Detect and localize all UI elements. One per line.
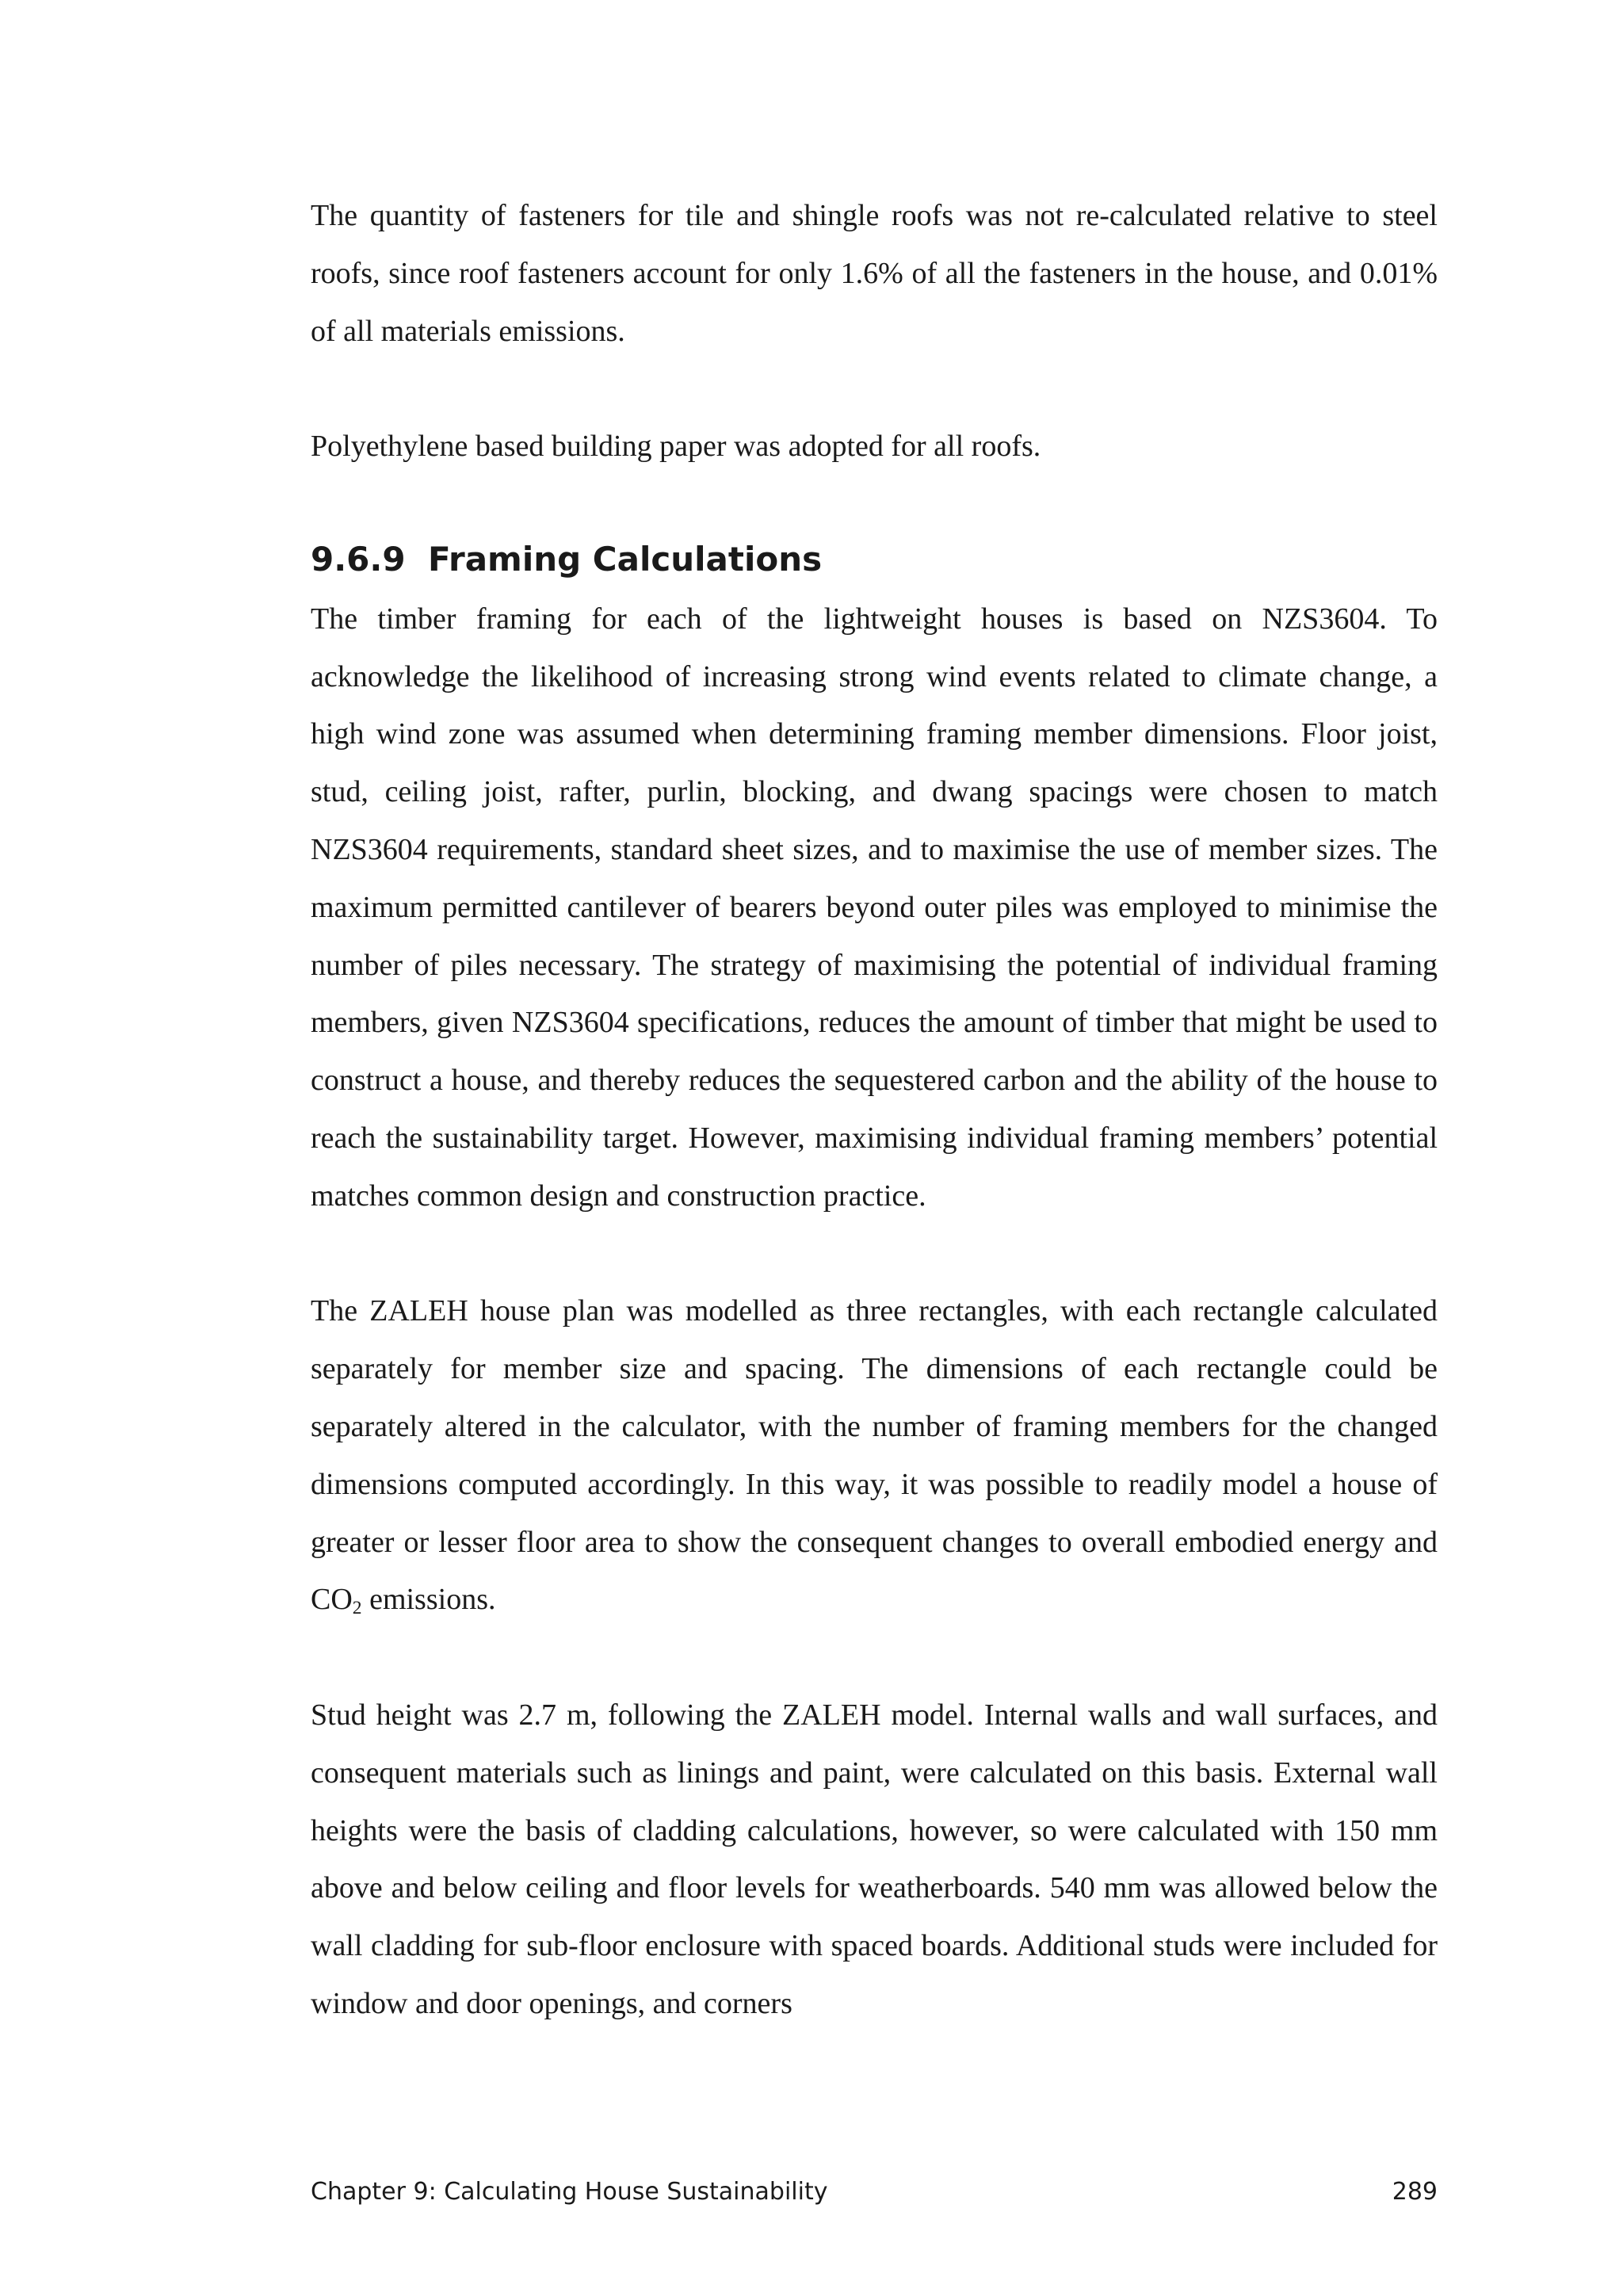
paragraph-building-paper: Polyethylene based building paper was adopted for all roofs.	[311, 430, 1041, 464]
section-heading	[311, 533, 1438, 586]
page-content	[311, 187, 1438, 2091]
footer-page-number: 289	[1392, 2178, 1438, 2206]
section-number: 9.6.9	[311, 539, 406, 579]
paragraph-roof-fasteners: The quantity of fasteners for tile and shingle roofs was not re-calculated relative to steel roofs, since roof fasteners account for only 1.6% of all the fasteners in the house, and 0.01% of all materials emissions.	[311, 199, 1438, 348]
paragraph-timber-framing: The timber framing for each of the lightweight houses is based on NZS3604. To acknowledge the likelihood of increasing strong wind events related to climate change, a high wind zone was assumed when determining framing member dimensions. Floor joist, stud, ceiling joist, rafter, purlin, blocking, and dwang spacings were chosen to match NZS3604 requirements, standard sheet sizes, and to maximise the use of member sizes. The maximum permitted cantilever of bearers beyond outer piles was employed to minimise the number of piles necessary. The strategy of maximising the potential of individual framing members, given NZS3604 specifications, reduces the amount of timber that might be used to construct a house, and thereby reduces the sequestered carbon and the ability of the house to reach the sustainability target. However, maximising individual framing members’ potential matches common design and construction practice.	[311, 602, 1438, 1213]
co2-subscript: 2	[352, 1598, 362, 1619]
zaleh-plan-text-end: emissions.	[361, 1583, 496, 1617]
paragraph-stud-height: Stud height was 2.7 m, following the ZALEH model. Internal walls and wall surfaces, and consequent materials such as linings and paint, were calculated on this basis. External wall heights were the basis of cladding calculations, however, so were calculated with 150 mm above and below ceiling and floor levels for weatherboards. 540 mm was allowed below the wall cladding for sub-floor enclosure with spaced boards. Additional studs were included for window and door openings, and corners	[311, 1698, 1438, 2020]
section-title: Framing Calculations	[428, 539, 823, 579]
zaleh-plan-text: The ZALEH house plan was modelled as three rectangles, with each rectangle calculated separately for member size and spacing. The dimensions of each rectangle could be separately altered in the calculator, with the number of framing members for the changed dimensions computed accordingly. In this way, it was possible to readily model a house of greater or lesser floor area to show the consequent changes to overall embodied energy and CO	[311, 1294, 1438, 1617]
paragraph-zaleh-plan	[311, 1282, 1438, 1629]
page-footer	[311, 2178, 1438, 2210]
footer-chapter-title: Chapter 9: Calculating House Sustainability	[311, 2178, 828, 2206]
